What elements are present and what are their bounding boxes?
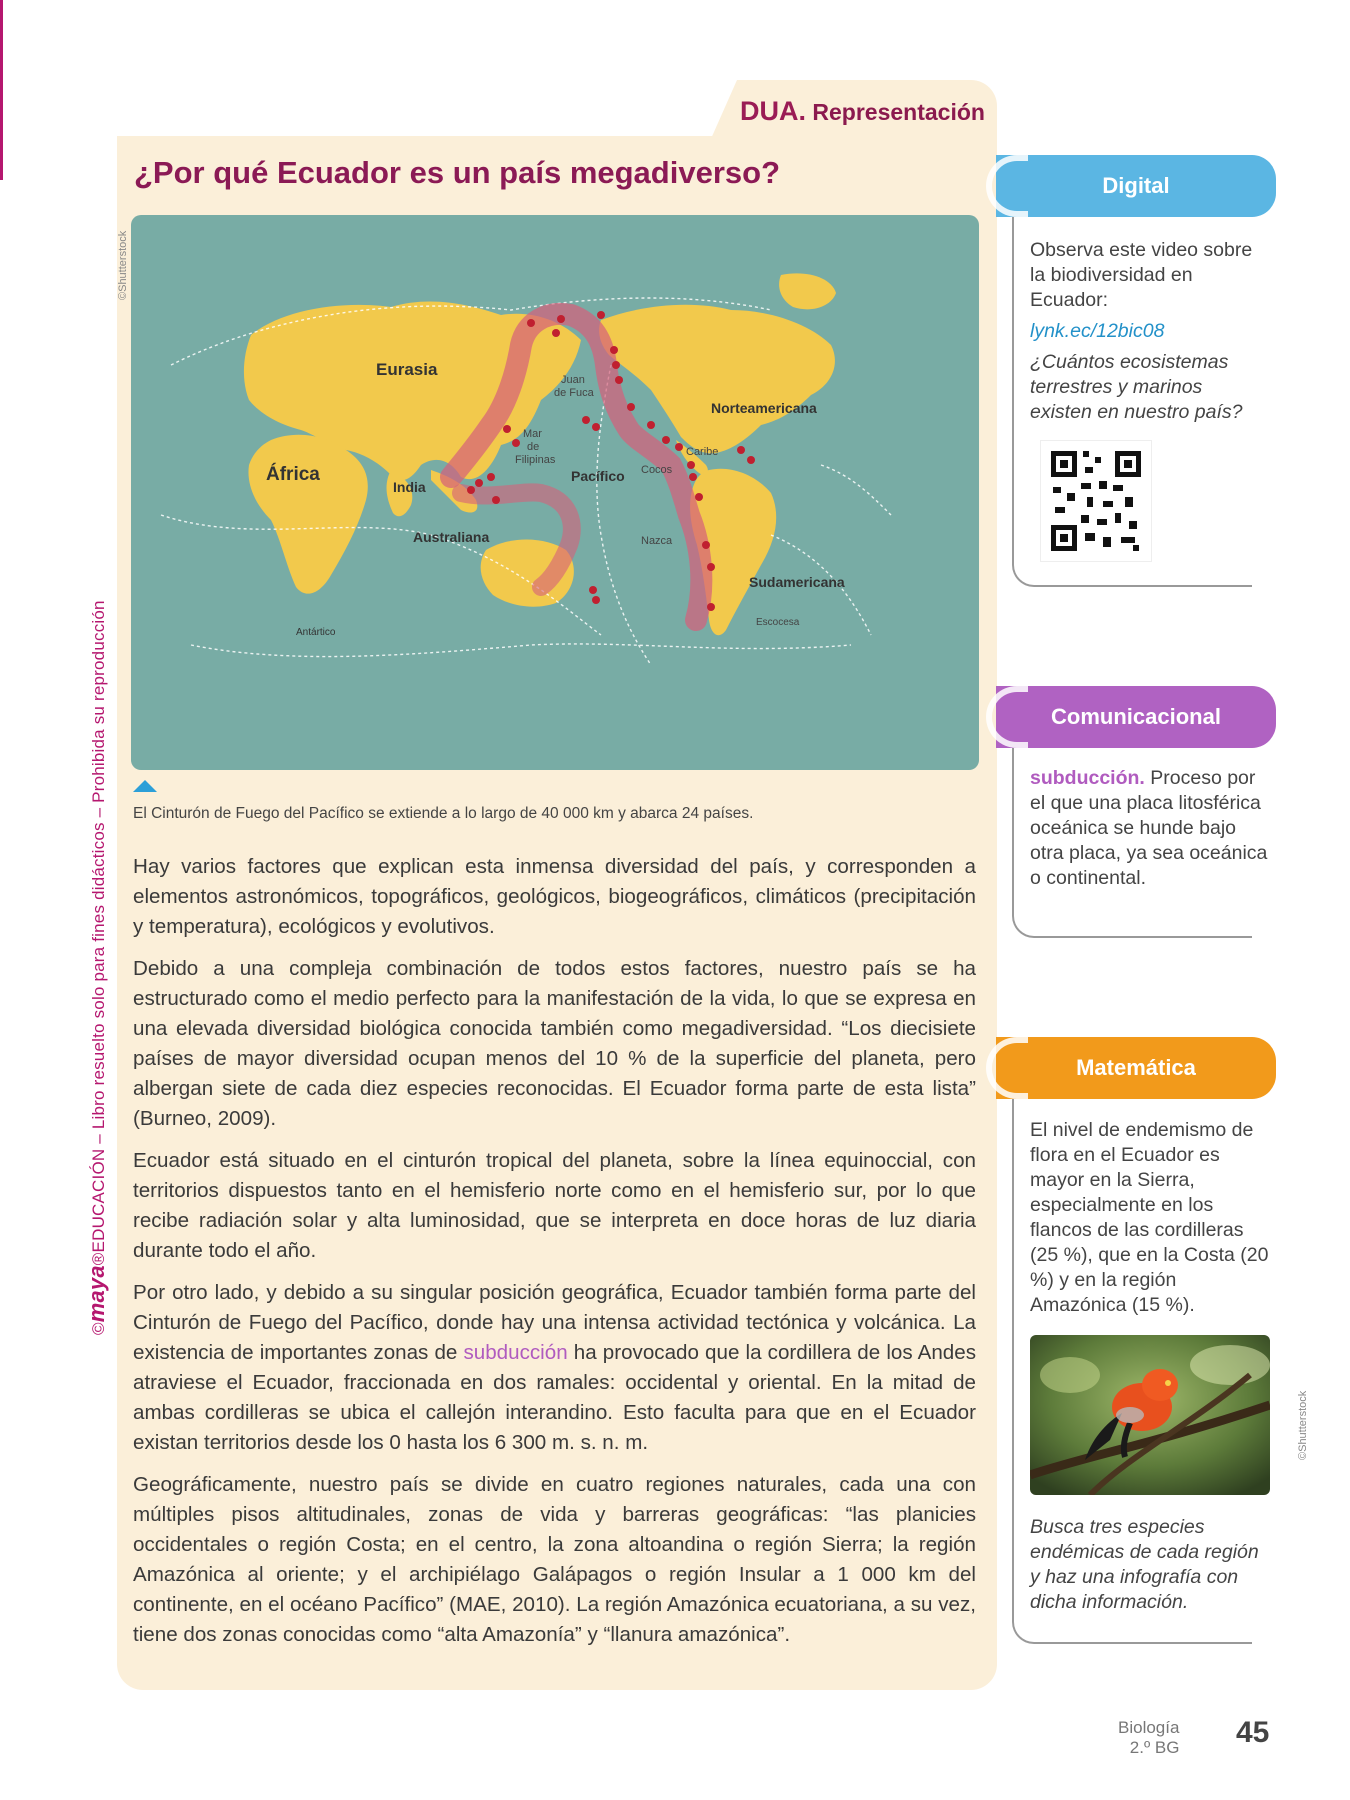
continents	[131, 273, 979, 770]
matematica-task	[1030, 1515, 1270, 1615]
label-norteamericana: Norteamericana	[711, 400, 817, 416]
caption-arrow-icon	[133, 780, 157, 792]
label-caribe: Caribe	[686, 446, 719, 458]
footer-course: 2.º BG	[1129, 1738, 1180, 1757]
label-india: India	[393, 479, 426, 495]
copyright-symbol: ©	[89, 1322, 108, 1335]
label-juan-fuca-2: de Fuca	[554, 387, 594, 399]
digital-tab	[996, 155, 1276, 217]
label-nazca: Nazca	[641, 535, 673, 547]
africa-landmass	[248, 435, 367, 594]
copyright-text: EDUCACIÓN – Libro resuelto solo para fines didácticos – Prohibida su reproducción	[89, 600, 108, 1253]
qr-code-graphic	[1041, 441, 1151, 561]
section-label-sub: Representación	[812, 99, 985, 125]
comunicacional-title: Comunicacional	[1051, 704, 1221, 729]
paragraph-4	[133, 1278, 976, 1458]
footer-subject	[1118, 1718, 1179, 1758]
matematica-title: Matemática	[1076, 1055, 1196, 1080]
panel-notch	[117, 80, 737, 136]
matematica-tab	[996, 1037, 1276, 1099]
bird-photo-graphic	[1030, 1335, 1270, 1495]
label-sudamericana: Sudamericana	[749, 574, 845, 590]
matematica-text: El nivel de endemismo de flora en el Ecuador es mayor en la Sierra, especialmente en los flancos de las cordilleras (25 %), que en la Costa (20 %) y en la región Amazónica (15 %).	[1030, 1119, 1269, 1316]
map-photo-credit: ©Shutterstock	[117, 230, 129, 300]
label-antartico: Antártico	[296, 627, 336, 638]
qr-code-icon[interactable]	[1040, 440, 1152, 562]
comunicacional-tab	[996, 686, 1276, 748]
comunicacional-content	[1030, 766, 1270, 891]
label-eurasia: Eurasia	[376, 360, 438, 379]
section-label	[740, 96, 985, 127]
label-mar-filipinas-3: Filipinas	[515, 454, 556, 466]
paragraph-2: Debido a una compleja combinación de todos estos factores, nuestro país se ha estructurado como el medio perfecto para la manifestación de la vida, lo que se expresa en una elevada diversidad biológica conocida también como megadiversidad. “Los diecisiete países de mayor diversidad ocupan menos del 10 % de la superficie del planeta, pero albergan siete de cada diez especies reconocidas. El Ecuador forma parte de esta lista” (Burneo, 2009).	[133, 957, 976, 1130]
map-caption: El Cinturón de Fuego del Pacífico se extiende a lo largo de 40 000 km y abarca 24 países.	[133, 805, 754, 822]
paragraph-5: Geográficamente, nuestro país se divide en cuatro regiones naturales, cada una con múltiples pisos altitudinales, zonas de vida y barreras geográficas: “las planicies occidentales o región Costa; en el centro, la zona altoandina o región Sierra; la región Amazónica al oriente; y el archipiélago Galápagos o región Insular a 1 000 km del continente, en el océano Pacífico” (MAE, 2010). La región Amazónica ecuatoriana, a su vez, tiene dos zonas conocidas como “alta Amazonía” y “llanura amazónica”.	[133, 1473, 976, 1646]
comunicacional-term: subducción.	[1030, 767, 1145, 789]
page-number: 45	[1236, 1716, 1270, 1749]
copyright-notice	[84, 475, 110, 1335]
digital-question: ¿Cuántos ecosistemas terrestres y marinos existen en nuestro país?	[1030, 351, 1243, 423]
world-map-svg	[131, 215, 979, 770]
greenland-landmass	[779, 273, 836, 309]
label-africa: África	[266, 464, 320, 485]
brand-logo: maya	[84, 1265, 109, 1323]
andean-cock-of-the-rock-photo	[1030, 1335, 1270, 1495]
paragraph-1: Hay varios factores que explican esta inmensa diversidad del país, y corresponden a elementos astronómicos, topográficos, geológicos, biogeográficos, climáticos (precipitación y temperatura), ecológicos y evolutivos.	[133, 855, 976, 938]
section-label-word: DUA.	[740, 96, 806, 126]
subduccion-term-link[interactable]: subducción	[463, 1341, 568, 1364]
comunicacional-definition: Proceso por el que una placa litosférica oceánica se hunde bajo otra placa, ya sea oceánica o continental.	[1030, 767, 1268, 889]
paragraph-4-end: ha provocado que la cordillera de los Andes atraviese el Ecuador, fraccionada en dos ramales: occidental y oriental. En la mitad de ambas cordilleras se ubica el callejón interandino. Esto faculta para que en el Ecuador existan territorios desde los 0 hasta los 6 300 m. s. n. m.	[133, 1341, 977, 1454]
edge-mark	[0, 0, 3, 180]
digital-title: Digital	[1102, 173, 1170, 198]
footer-subject-name: Biología	[1118, 1718, 1180, 1737]
paragraph-3: Ecuador está situado en el cinturón tropical del planeta, sobre la línea equinoccial, con territorios dispuestos tanto en el hemisferio norte como en el hemisferio sur, por lo que recibe radiación solar y alta luminosidad, que se interpreta en doce horas de luz diaria durante todo el año.	[133, 1149, 976, 1262]
label-cocos: Cocos	[641, 464, 673, 476]
ring-of-fire-map	[131, 215, 979, 770]
digital-content	[1030, 238, 1265, 425]
paragraph-4-start: Por otro lado, y debido a su singular posición geográfica, Ecuador también forma parte del Cinturón de Fuego del Pacífico, donde hay una intensa actividad tectónica y volcánica. La existencia de importantes zonas de	[133, 1281, 976, 1364]
digital-text: Observa este video sobre la biodiversidad en Ecuador:	[1030, 239, 1253, 311]
label-juan-fuca-1: Juan	[561, 374, 585, 386]
label-escocesa: Escocesa	[756, 617, 800, 628]
label-mar-filipinas-2: de	[527, 441, 540, 453]
label-mar-filipinas-1: Mar	[523, 428, 542, 440]
label-australiana: Australiana	[413, 529, 490, 545]
registered-symbol: ®	[89, 1252, 108, 1266]
digital-link[interactable]: lynk.ec/12bic08	[1030, 320, 1165, 342]
matematica-task-text: Busca tres especies endémicas de cada región y haz una infografía con dicha información.	[1030, 1516, 1259, 1613]
page-title: ¿Por qué Ecuador es un país megadiverso?	[134, 155, 781, 190]
label-pacifico: Pacífico	[571, 468, 625, 484]
body-text	[133, 852, 976, 1662]
bird-photo-credit: ©Shutterstock	[1297, 1390, 1309, 1460]
